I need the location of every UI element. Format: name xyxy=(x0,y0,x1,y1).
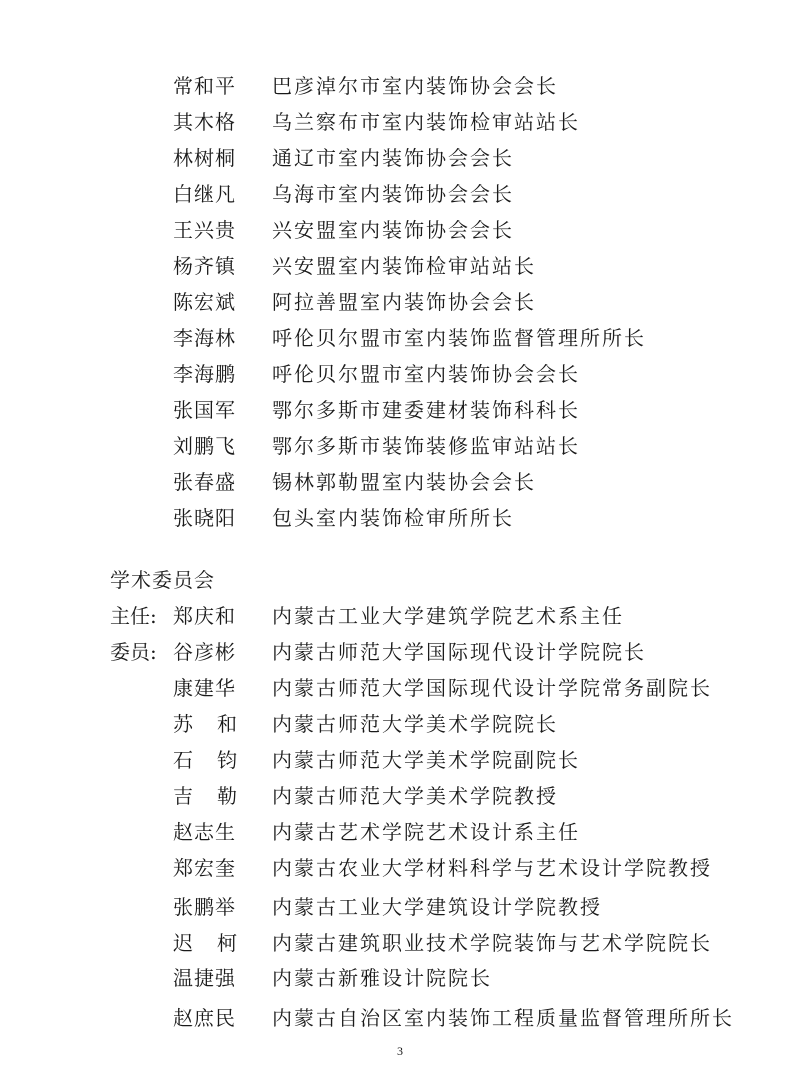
member-name: 杨齐镇 xyxy=(173,254,236,278)
member-title: 乌海市室内装饰协会会长 xyxy=(272,182,514,206)
member-title: 通辽市室内装饰协会会长 xyxy=(272,146,514,170)
committee-member-title: 内蒙古农业大学材料科学与艺术设计学院教授 xyxy=(272,856,712,880)
committee-member-name: 迟柯 xyxy=(173,931,261,955)
member-name: 刘鹏飞 xyxy=(173,434,236,458)
member-name: 白继凡 xyxy=(173,182,236,206)
committee-member-name: 张鹏举 xyxy=(173,895,236,919)
member-title: 呼伦贝尔盟市室内装饰协会会长 xyxy=(272,362,580,386)
committee-member-title: 内蒙古师范大学美术学院教授 xyxy=(272,784,558,808)
page-number: 3 xyxy=(397,1044,403,1058)
member-title: 兴安盟室内装饰协会会长 xyxy=(272,218,514,242)
committee-member-name: 赵庶民 xyxy=(173,1006,236,1030)
member-name: 陈宏斌 xyxy=(173,290,236,314)
member-title: 呼伦贝尔盟市室内装饰监督管理所所长 xyxy=(272,326,646,350)
member-title: 乌兰察布市室内装饰检审站站长 xyxy=(272,110,580,134)
section-heading: 学术委员会 xyxy=(110,568,215,592)
member-title: 巴彦淖尔市室内装饰协会会长 xyxy=(272,74,558,98)
member-name: 张春盛 xyxy=(173,470,236,494)
committee-member-title: 内蒙古师范大学国际现代设计学院院长 xyxy=(272,640,646,664)
committee-member-title: 内蒙古艺术学院艺术设计系主任 xyxy=(272,820,580,844)
member-title: 锡林郭勒盟室内装协会会长 xyxy=(272,470,536,494)
committee-member-name: 吉勒 xyxy=(173,784,261,808)
member-label: 委员: xyxy=(110,640,157,664)
member-name: 张晓阳 xyxy=(173,506,236,530)
member-name: 林树桐 xyxy=(173,146,236,170)
director-label: 主任: xyxy=(110,604,157,628)
committee-member-title: 内蒙古自治区室内装饰工程质量监督管理所所长 xyxy=(272,1006,734,1030)
committee-member-title: 内蒙古师范大学美术学院院长 xyxy=(272,712,558,736)
committee-member-title: 内蒙古师范大学美术学院副院长 xyxy=(272,748,580,772)
member-name: 张国军 xyxy=(173,398,236,422)
member-name: 其木格 xyxy=(173,110,236,134)
member-title: 鄂尔多斯市装饰装修监审站站长 xyxy=(272,434,580,458)
member-name: 李海鹏 xyxy=(173,362,236,386)
member-title: 包头室内装饰检审所所长 xyxy=(272,506,514,530)
committee-member-name: 石钧 xyxy=(173,748,261,772)
committee-member-title: 内蒙古建筑职业技术学院装饰与艺术学院院长 xyxy=(272,931,712,955)
committee-member-title: 内蒙古工业大学建筑设计学院教授 xyxy=(272,895,602,919)
committee-member-name: 康建华 xyxy=(173,676,236,700)
director-title: 内蒙古工业大学建筑学院艺术系主任 xyxy=(272,604,624,628)
member-name: 李海林 xyxy=(173,326,236,350)
committee-member-name: 谷彦彬 xyxy=(173,640,236,664)
committee-member-title: 内蒙古师范大学国际现代设计学院常务副院长 xyxy=(272,676,712,700)
committee-member-title: 内蒙古新雅设计院院长 xyxy=(272,966,492,990)
committee-member-name: 赵志生 xyxy=(173,820,236,844)
member-title: 阿拉善盟室内装饰协会会长 xyxy=(272,290,536,314)
committee-member-name: 郑宏奎 xyxy=(173,856,236,880)
member-name: 常和平 xyxy=(173,74,236,98)
committee-member-name: 温捷强 xyxy=(173,966,236,990)
member-name: 王兴贵 xyxy=(173,218,236,242)
member-title: 兴安盟室内装饰检审站站长 xyxy=(272,254,536,278)
member-title: 鄂尔多斯市建委建材装饰科科长 xyxy=(272,398,580,422)
director-name: 郑庆和 xyxy=(173,604,236,628)
committee-member-name: 苏和 xyxy=(173,712,261,736)
